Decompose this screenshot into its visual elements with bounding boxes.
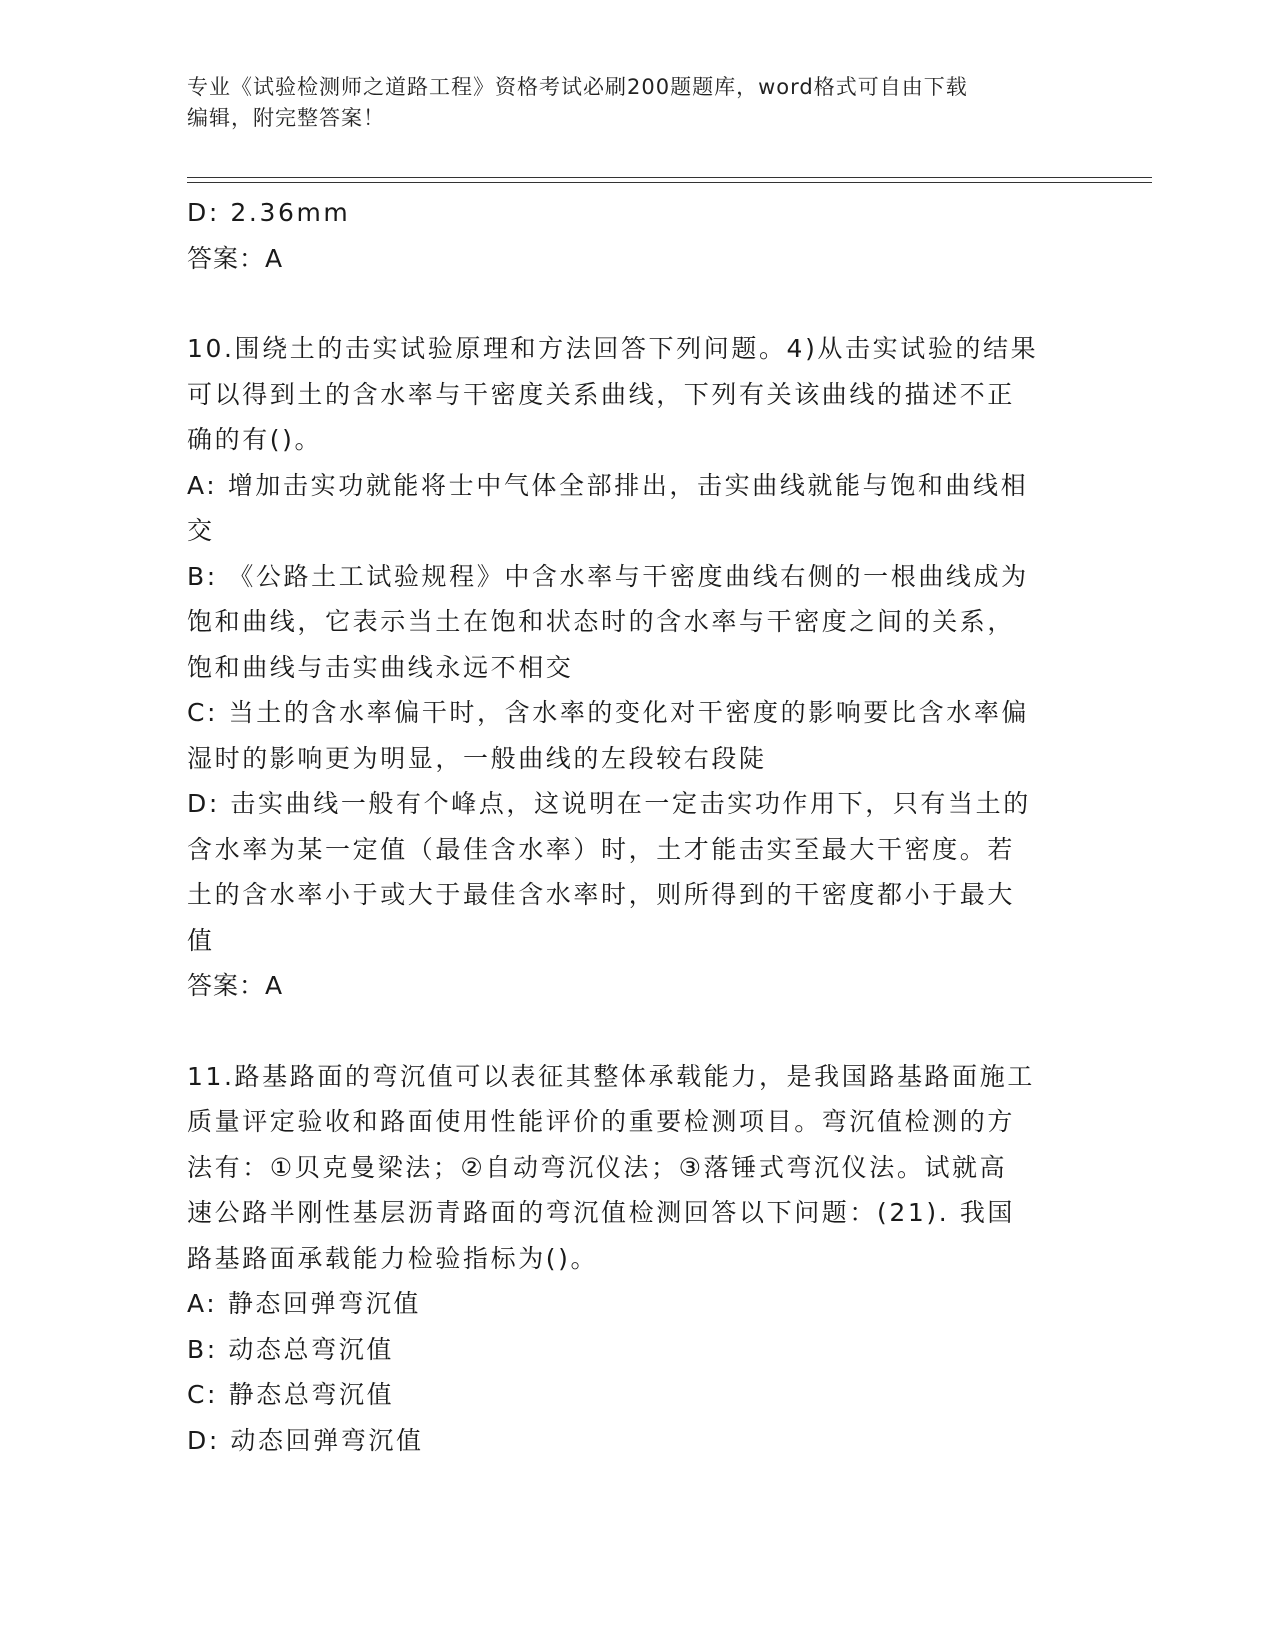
- question-stem-line: 法有：①贝克曼梁法；②自动弯沉仪法；③落锤式弯沉仪法。试就高: [187, 1152, 1008, 1182]
- option-a-line: A: 增加击实功就能将士中气体全部排出，击实曲线就能与饱和曲线相: [187, 470, 1029, 500]
- option-d-line: 土的含水率小于或大于最佳含水率时，则所得到的干密度都小于最大: [187, 880, 1016, 909]
- option-d-line: D: 击实曲线一般有个峰点，这说明在一定击实功作用下，只有当土的: [187, 789, 1031, 818]
- option-c: C: 静态总弯沉值: [187, 1380, 395, 1409]
- option-d: D: 2.36mm: [187, 198, 351, 227]
- option-b-line: B: 《公路土工试验规程》中含水率与干密度曲线右侧的一根曲线成为: [187, 561, 1029, 591]
- header-rule-top: [187, 177, 1152, 178]
- header-line-2: 编辑，附完整答案！: [187, 106, 385, 130]
- option-d: D: 动态回弹弯沉值: [187, 1425, 424, 1455]
- option-b-line: 饱和曲线与击实曲线永远不相交: [187, 652, 574, 682]
- question-10: [187, 326, 1087, 1009]
- option-a-line: 交: [187, 516, 215, 545]
- option-a: A: 静态回弹弯沉值: [187, 1289, 422, 1318]
- option-b: B: 动态总弯沉值: [187, 1334, 394, 1364]
- previous-question-tail: [187, 190, 1087, 281]
- question-stem-line: 路基路面承载能力检验指标为()。: [187, 1243, 599, 1273]
- answer: 答案：A: [187, 971, 284, 1000]
- option-c-line: 湿时的影响更为明显，一般曲线的左段较右段陡: [187, 743, 767, 773]
- question-stem-line: 可以得到土的含水率与干密度关系曲线，下列有关该曲线的描述不正: [187, 379, 1016, 409]
- question-stem-line: 质量评定验收和路面使用性能评价的重要检测项目。弯沉值检测的方: [187, 1107, 1016, 1136]
- question-stem-line: 确的有()。: [187, 425, 323, 454]
- header-rule-bottom: [187, 182, 1152, 183]
- document-body: [187, 190, 1087, 1463]
- header-line-1: 专业《试验检测师之道路工程》资格考试必刷200题题库，word格式可自由下载: [187, 75, 968, 99]
- question-stem-line: 10.围绕土的击实试验原理和方法回答下列问题。4)从击实试验的结果: [187, 334, 1039, 363]
- spacer: [187, 1009, 1087, 1054]
- option-c-line: C: 当土的含水率偏干时，含水率的变化对干密度的影响要比含水率偏: [187, 698, 1030, 727]
- option-b-line: 饱和曲线，它表示当土在饱和状态时的含水率与干密度之间的关系，: [187, 607, 1016, 636]
- page-header: [187, 72, 1067, 134]
- answer: 答案：A: [187, 243, 284, 273]
- option-d-line: 含水率为某一定值（最佳含水率）时，土才能击实至最大干密度。若: [187, 834, 1016, 864]
- question-11: [187, 1054, 1087, 1464]
- option-d-line: 值: [187, 925, 215, 955]
- question-stem-line: 速公路半刚性基层沥青路面的弯沉值检测回答以下问题：(21). 我国: [187, 1198, 1016, 1227]
- spacer: [187, 281, 1087, 326]
- question-stem-line: 11.路基路面的弯沉值可以表征其整体承载能力，是我国路基路面施工: [187, 1061, 1035, 1091]
